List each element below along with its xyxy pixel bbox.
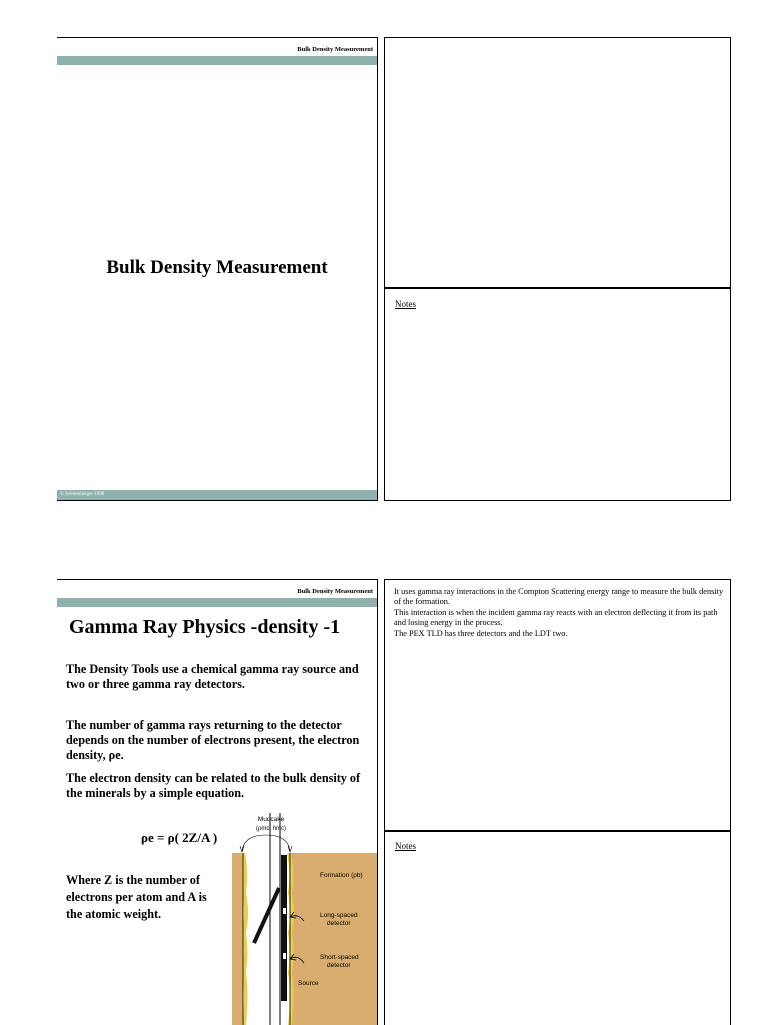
notes-upper-box [385,580,730,832]
header-bar [57,598,377,607]
density-tool-diagram [232,813,377,1025]
label-long-spaced: Long-spaced [320,912,358,919]
slide-header: Bulk Density Measurement [297,46,373,53]
notes-panel-1 [384,37,731,501]
tool-arm [254,888,279,943]
notes-panel-2 [384,579,731,1025]
slide-header: Bulk Density Measurement [297,588,373,595]
label-formation: Formation (ρb) [320,872,363,879]
paragraph-tools: The Density Tools use a chemical gamma ray source and two or three gamma ray detectors. [66,662,359,691]
label-mudcake: Mudcake [257,816,285,823]
slide-footer: © Schlumberger 1999 [57,490,377,500]
notes-upper-box [385,38,730,289]
notes-body-line: It uses gamma ray interactions in the Compton Scattering energy range to measure the bulk density of the formation. [394,587,724,606]
equation-explanation: Where Z is the number of electrons per atom and A is the atomic weight. [66,873,207,921]
header-bar [57,56,377,65]
label-short-spaced-2: detector [327,962,351,969]
notes-body-line: This interaction is when the incident gamma ray reacts with an electron deflecting it from its path and losing energy in the process. [394,608,718,627]
label-short-spaced: Short-spaced [320,954,359,961]
label-mudcake-sub: (ρmc, hmc) [255,826,287,832]
density-equation: ρe = ρ( 2Z/A ) [141,830,218,845]
formation-left [232,853,243,1025]
paragraph-gamma-rays: The number of gamma rays returning to the detector depends on the number of electrons present, the electron density, ρe. [66,718,360,762]
notes-body [394,587,724,640]
mudcake-brace [242,835,290,851]
notes-body-line: The PEX TLD has three detectors and the LDT two. [394,629,568,638]
slide-1 [57,37,378,501]
tool-pad [281,855,287,1001]
notes-label: Notes [395,299,416,309]
slide-2 [57,579,378,1025]
slide-title: Gamma Ray Physics -density -1 [69,616,341,638]
label-source: Source [298,980,319,987]
paragraph-electron-density: The electron density can be related to the bulk density of the minerals by a simple equation. [66,771,361,800]
notes-label: Notes [395,841,416,851]
label-long-spaced-2: detector [327,920,351,927]
slide-title: Bulk Density Measurement [106,257,328,278]
